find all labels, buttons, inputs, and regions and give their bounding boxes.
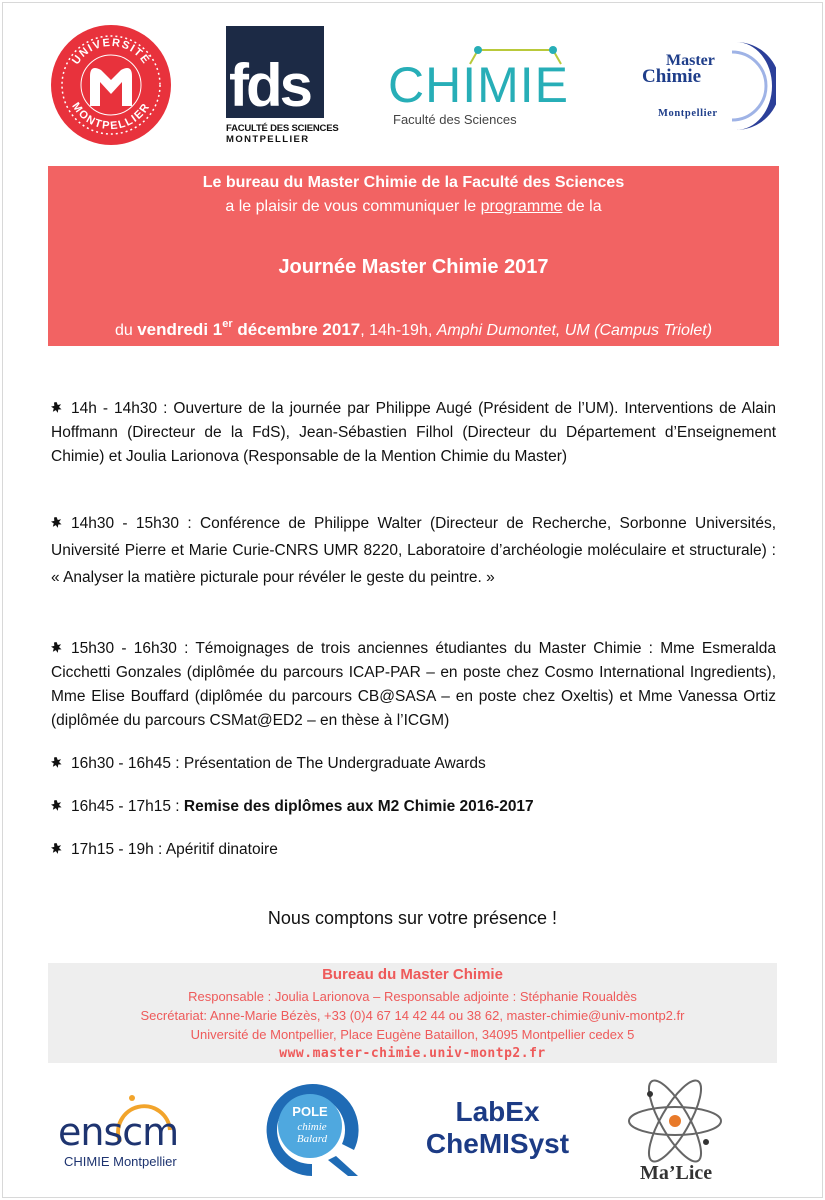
programme-item <box>51 795 776 819</box>
fds-logo <box>226 26 339 148</box>
footer-website-link[interactable]: www.master-chimie.univ-montp2.fr <box>279 1046 546 1061</box>
programme-text: Apéritif dinatoire <box>165 841 278 858</box>
programme-text: Ouverture de la journée par Philippe Augé (Président de l’UM). Interventions de Alain Hoffmann (Directeur de la FdS), Jean-Sébastien Filhol (Directeur du Département d’Enseignement Chimie) et Joulia Larionova (Responsable de la Mention Chimie du Master) <box>51 400 776 465</box>
programme-text: Présentation de The Undergraduate Awards <box>183 755 486 772</box>
master-line-2: Chimie <box>642 66 702 87</box>
programme-time: 14h - 14h30 : <box>71 400 174 417</box>
master-line-1: Master <box>666 52 715 69</box>
pole-line-1: POLE <box>292 1104 328 1119</box>
chimie-subtitle: Faculté des Sciences <box>393 112 517 127</box>
labex-chemisyst-logo <box>410 1096 585 1171</box>
pole-line-2: chimie <box>297 1121 327 1133</box>
programme-text: Conférence de Philippe Walter (Directeur de Recherche, Sorbonne Universités, Université Pierre et Marie Curie-CNRS UMR 8220, Laboratoire d’archéologie moléculaire et structurale) : « Analyser la matière picturale pour révéler le geste du peintre. » <box>51 515 776 586</box>
programme-item <box>51 637 776 733</box>
event-title: Journée Master Chimie 2017 <box>278 256 549 278</box>
malice-word: Ma’Lice <box>640 1162 713 1184</box>
universite-montpellier-logo <box>50 24 172 146</box>
bullet-icon <box>51 757 62 768</box>
chimie-word: CHIMIE <box>388 57 569 113</box>
bullet-icon <box>51 800 62 811</box>
header-banner <box>48 166 779 346</box>
programme-text: Témoignages de trois anciennes étudiantes du Master Chimie : Mme Esmeralda Cicchetti Gonzales (diplômée du parcours ICAP-PAR – en poste chez Cosmo International Ingredients), Mme Elise Bouffard (diplômée du parcours CB@SASA – en poste chez Oxeltis) et Mme Vanessa Ortiz (diplômée du parcours CSMat@ED2 – en thèse à l’ICGM) <box>51 640 776 729</box>
event-date: du vendredi 1er décembre 2017, 14h-19h, Amphi Dumontet, UM (Campus Triolet) <box>114 318 713 339</box>
programme-word: programme <box>480 198 563 215</box>
programme-item <box>51 838 776 862</box>
um-arc-top-text: UNIVERSITÉ <box>69 36 153 67</box>
footer-contact-box <box>48 963 777 1063</box>
banner-line-2: a le plaisir de vous communiquer le programme de la <box>225 198 602 215</box>
programme-time: 16h30 - 16h45 : <box>71 755 184 772</box>
master-line-3: Montpellier <box>658 108 718 119</box>
programme-text: Remise des diplômes aux M2 Chimie 2016-2017 <box>183 798 534 815</box>
programme-item <box>51 397 776 469</box>
footer-secretariat: Secrétariat: Anne-Marie Bézès, +33 (0)4 67 14 42 44 ou 38 62, master-chimie@univ-montp2.fr <box>140 1008 685 1023</box>
enscm-logo <box>58 1090 208 1175</box>
programme-time: 14h30 - 15h30 : <box>71 515 200 532</box>
footer-title: Bureau du Master Chimie <box>322 966 503 983</box>
closing-message: Nous comptons sur votre présence ! <box>267 908 558 928</box>
labex-line-1: LabEx <box>455 1096 540 1127</box>
master-chimie-logo <box>636 38 776 134</box>
bullet-icon <box>51 402 62 413</box>
pole-line-3: Balard <box>296 1133 328 1145</box>
enscm-word: enscm <box>58 1110 179 1154</box>
footer-responsables: Responsable : Joulia Larionova – Responsable adjointe : Stéphanie Roualdès <box>188 989 637 1004</box>
fds-caption-2: MONTPELLIER <box>226 134 310 145</box>
programme-item <box>51 752 776 776</box>
atom-icon <box>620 1076 730 1166</box>
chimie-fds-logo <box>388 40 588 132</box>
programme-time: 15h30 - 16h30 : <box>71 640 196 657</box>
malice-logo <box>620 1076 730 1186</box>
fds-mark: fds <box>229 52 310 118</box>
fds-caption-1: FACULTÉ DES SCIENCES <box>226 123 339 134</box>
bullet-icon <box>51 642 62 653</box>
enscm-subtitle: CHIMIE Montpellier <box>64 1154 177 1169</box>
banner-line-1: Le bureau du Master Chimie de la Faculté des Sciences <box>202 174 625 191</box>
programme-item <box>51 510 776 591</box>
programme-time: 16h45 - 17h15 : <box>71 798 184 815</box>
programme-time: 17h15 - 19h : <box>71 841 166 858</box>
pole-chimie-balard-logo <box>262 1080 362 1180</box>
bullet-icon <box>51 843 62 854</box>
bullet-icon <box>51 517 62 528</box>
um-arc-bottom-text: MONTPELLIER <box>69 100 153 133</box>
labex-line-2: CheMISyst <box>425 1128 570 1159</box>
footer-address: Université de Montpellier, Place Eugène Bataillon, 34095 Montpellier cedex 5 <box>190 1027 635 1042</box>
